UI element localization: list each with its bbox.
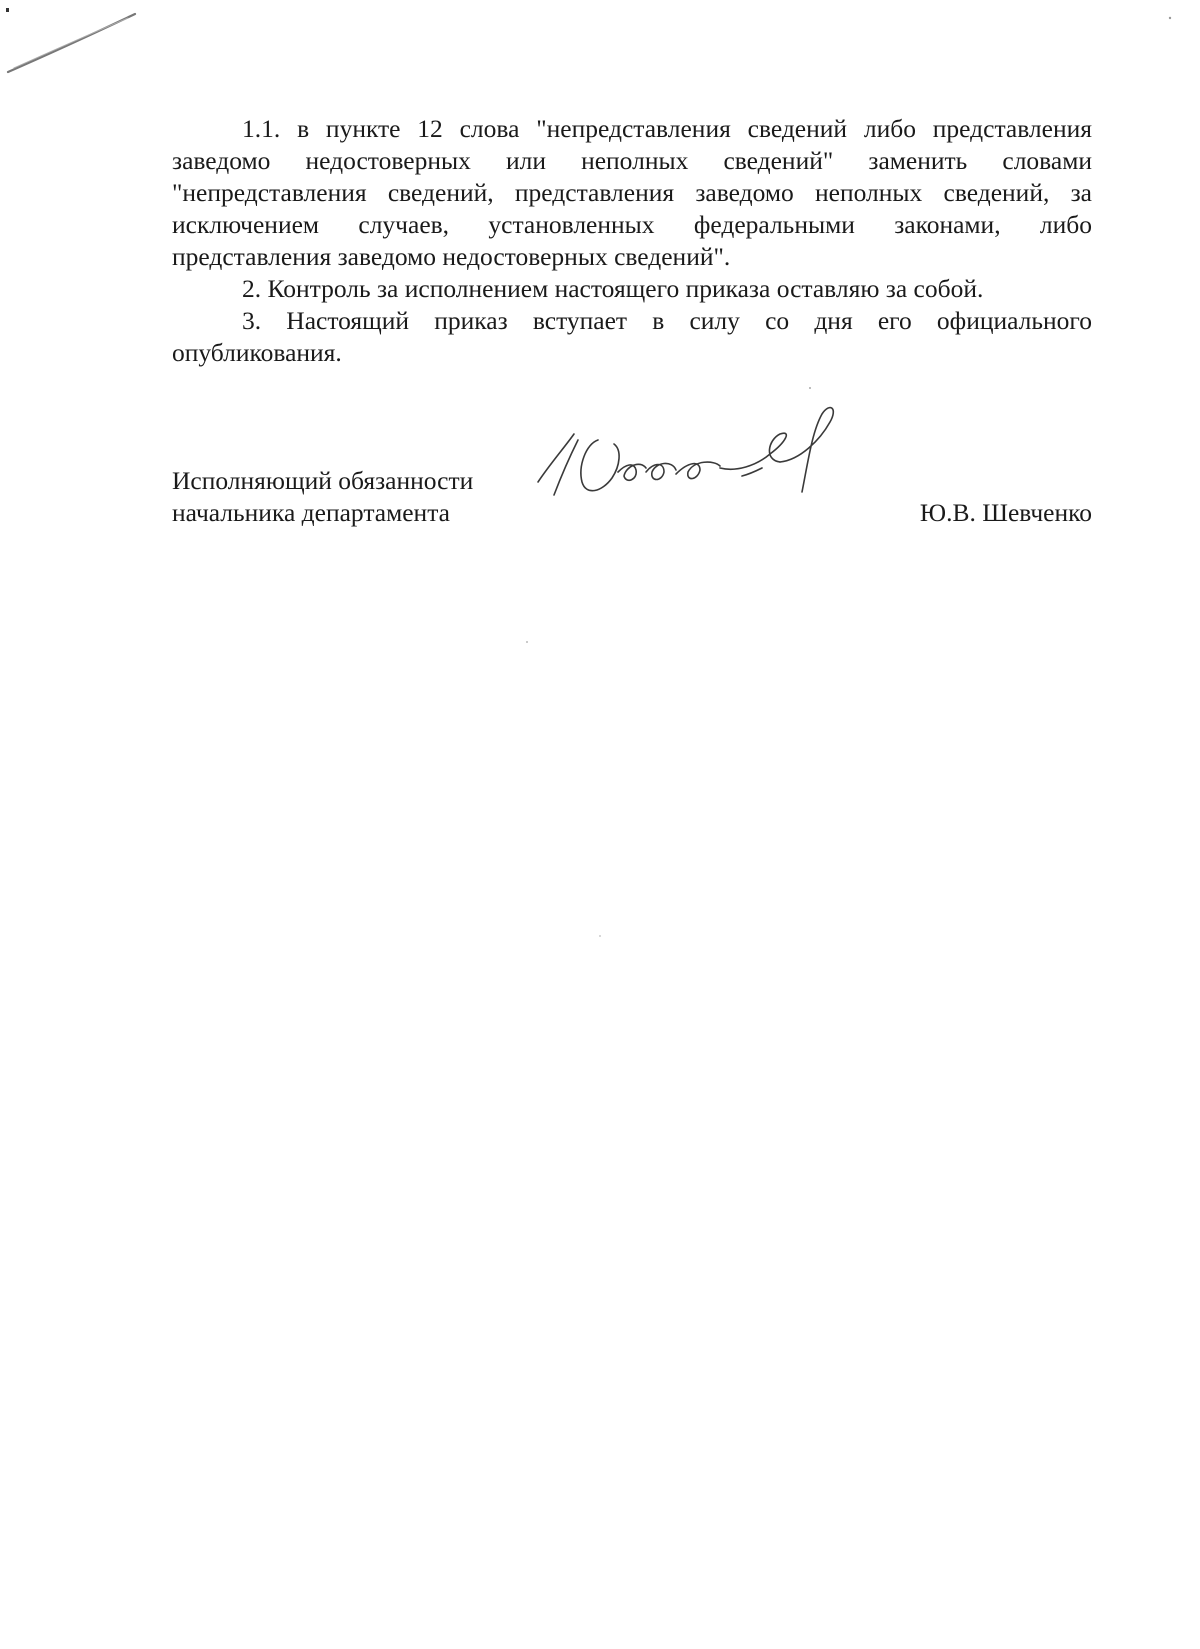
paragraph-3: 3. Настоящий приказ вступает в силу со дня его официального опубликования. — [172, 306, 1092, 367]
paragraph-1-1: 1.1. в пункте 12 слова "непредставления сведений либо представления заведомо недостоверных или неполных сведений" заменить словами "непредставления сведений, представления заведомо неполных сведений, за исключением случаев, установленных федеральными законами, либо представления заведомо недостоверных сведений". — [172, 114, 1092, 271]
signatory-name: Ю.В. Шевченко — [919, 498, 1092, 527]
signatory-title-line-2: начальника департамента — [172, 498, 450, 527]
signatory-title-line-1: Исполняющий обязанности — [172, 466, 474, 495]
paragraph-2: 2. Контроль за исполнением настоящего приказа оставляю за собой. — [242, 274, 984, 303]
